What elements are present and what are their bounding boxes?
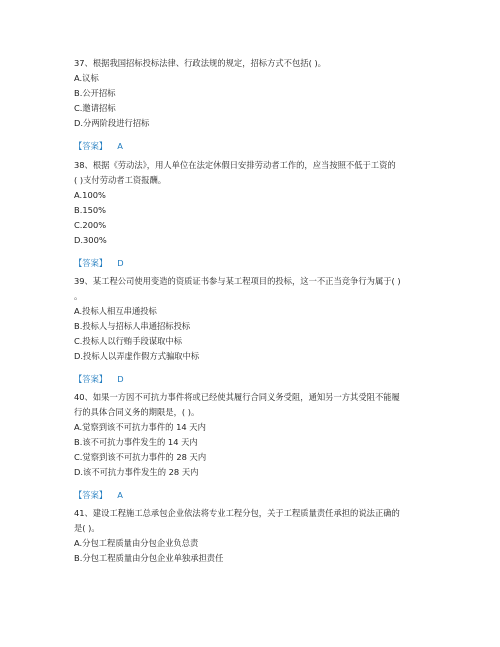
question-37 xyxy=(74,56,434,154)
answer-label: 【答案】 xyxy=(74,374,108,384)
question-38 xyxy=(74,158,434,271)
question-41 xyxy=(74,506,434,566)
question-stem-line-2: ( )支付劳动者工资报酬。 xyxy=(74,175,167,185)
option-a: A.100% xyxy=(74,190,106,200)
answer-value: D xyxy=(117,374,124,384)
option-d: D.该不可抗力事件发生的 28 天内 xyxy=(74,467,199,477)
answer-label: 【答案】 xyxy=(74,258,108,268)
option-c: C.200% xyxy=(74,220,107,230)
question-stem-line-2: 行的具体合同义务的期限是，( )。 xyxy=(74,407,200,417)
answer-label: 【答案】 xyxy=(74,141,108,151)
question-stem-line-1: 40、如果一方因不可抗力事件将或已经使其履行合同义务受阻，通知另一方其受阻不能履 xyxy=(74,392,400,402)
option-b: B.公开招标 xyxy=(74,88,116,98)
answer-line xyxy=(74,488,434,503)
answer-line xyxy=(74,256,434,271)
question-39 xyxy=(74,274,434,387)
option-c: C.邀请招标 xyxy=(74,103,116,113)
option-a: A.投标人相互串通投标 xyxy=(74,306,157,316)
answer-label: 【答案】 xyxy=(74,490,108,500)
question-stem-line-1: 41、建设工程施工总承包企业依法将专业工程分包，关于工程质量责任承担的说法正确的 xyxy=(74,508,400,518)
option-d: D.分两阶段进行招标 xyxy=(74,118,150,128)
option-c: C.投标人以行贿手段谋取中标 xyxy=(74,336,182,346)
question-stem-line-2: 。 xyxy=(74,291,83,301)
answer-line xyxy=(74,139,434,154)
option-d: D.投标人以弄虚作假方式骗取中标 xyxy=(74,351,200,361)
answer-value: D xyxy=(117,258,124,268)
option-c: C.觉察到该不可抗力事件的 28 天内 xyxy=(74,452,207,462)
question-stem: 37、根据我国招标投标法律、行政法规的规定，招标方式不包括( )。 xyxy=(74,58,326,68)
question-40 xyxy=(74,390,434,503)
option-b: B.150% xyxy=(74,205,107,215)
option-b: B.分包工程质量由分包企业单独承担责任 xyxy=(74,553,224,563)
answer-value: A xyxy=(117,490,123,500)
answer-line xyxy=(74,372,434,387)
answer-value: A xyxy=(117,141,123,151)
option-b: B.该不可抗力事件发生的 14 天内 xyxy=(74,437,198,447)
option-a: A.分包工程质量由分包企业负总责 xyxy=(74,538,199,548)
question-stem-line-2: 是( )。 xyxy=(74,523,100,533)
option-a: A.觉察到该不可抗力事件的 14 天内 xyxy=(74,422,206,432)
option-d: D.300% xyxy=(74,235,107,245)
option-b: B.投标人与招标人串通招标投标 xyxy=(74,321,191,331)
option-a: A.议标 xyxy=(74,73,99,83)
question-stem-line-1: 38、根据《劳动法》，用人单位在法定休假日安排劳动者工作的，应当按照不低于工资的 xyxy=(74,160,396,170)
question-stem-line-1: 39、某工程公司使用变造的资质证书参与某工程项目的投标，这一不正当竞争行为属于( ) xyxy=(74,276,401,286)
